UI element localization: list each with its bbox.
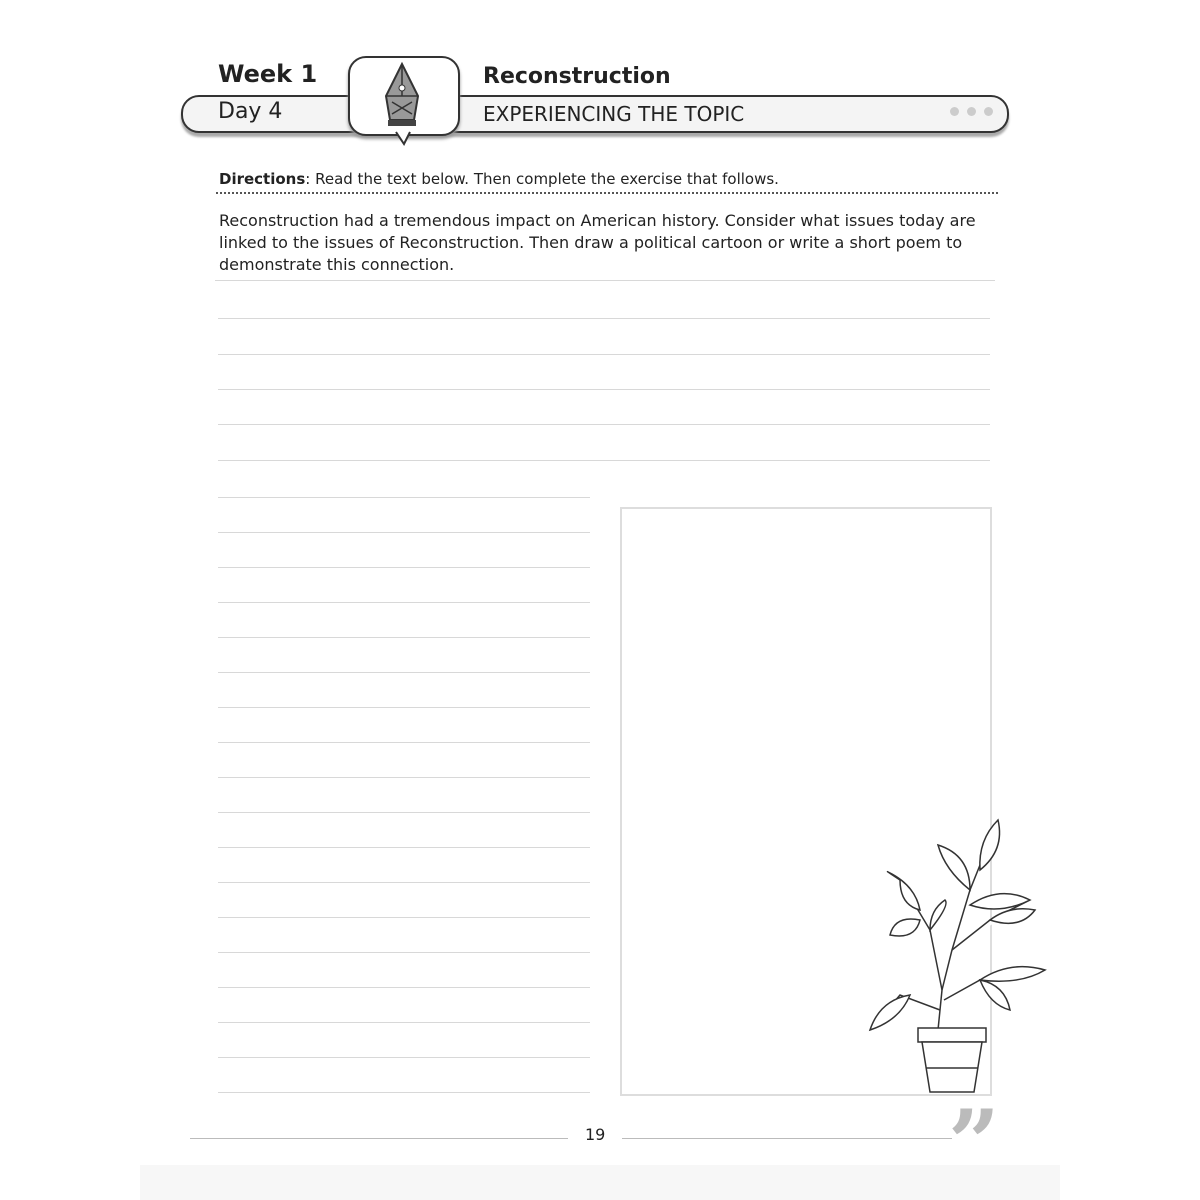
prompt-text: Reconstruction had a tremendous impact on American history. Consider what issues today are linked to the issues of Reconstruction. Then draw a political cartoon or write a short poem to demonstrate this connection. <box>219 211 976 274</box>
topic-title: Reconstruction <box>483 64 671 89</box>
writing-line[interactable] <box>218 882 590 883</box>
writing-line[interactable] <box>218 567 590 568</box>
writing-line[interactable] <box>218 812 590 813</box>
writing-line[interactable] <box>218 952 590 953</box>
writing-line[interactable] <box>218 318 990 319</box>
footer-line-left <box>190 1138 568 1139</box>
day-label: Day 4 <box>218 99 283 124</box>
writing-line[interactable] <box>218 672 590 673</box>
writing-line[interactable] <box>218 389 990 390</box>
directions-label: Directions <box>219 170 306 188</box>
writing-line[interactable] <box>218 532 590 533</box>
writing-line[interactable] <box>218 637 590 638</box>
dotted-divider <box>216 192 998 194</box>
writing-line[interactable] <box>218 497 590 498</box>
page-bottom-shade <box>140 1165 1060 1200</box>
pen-nib-icon <box>348 56 456 152</box>
writing-line[interactable] <box>218 847 590 848</box>
page-number: 19 <box>585 1125 606 1144</box>
decorative-dots <box>950 107 993 116</box>
directions-text: : Read the text below. Then complete the exercise that follows. <box>305 170 779 188</box>
writing-line[interactable] <box>218 460 990 461</box>
directions <box>219 170 779 188</box>
writing-line[interactable] <box>218 602 590 603</box>
writing-line[interactable] <box>218 917 590 918</box>
week-label: Week 1 <box>218 60 318 88</box>
writing-line[interactable] <box>218 1022 590 1023</box>
writing-line[interactable] <box>218 424 990 425</box>
speech-bubble <box>348 56 460 136</box>
writing-line[interactable] <box>215 280 995 281</box>
writing-line[interactable] <box>218 354 990 355</box>
writing-line[interactable] <box>218 777 590 778</box>
writing-line[interactable] <box>218 1092 590 1093</box>
writing-line[interactable] <box>218 987 590 988</box>
writing-line[interactable] <box>218 1057 590 1058</box>
section-subtitle: EXPERIENCING THE TOPIC <box>483 102 745 126</box>
writing-line[interactable] <box>218 742 590 743</box>
footer-line-right <box>622 1138 952 1139</box>
writing-line[interactable] <box>218 707 590 708</box>
quote-mark-icon: ” <box>948 1090 1000 1196</box>
potted-plant-illustration <box>860 810 1060 1100</box>
